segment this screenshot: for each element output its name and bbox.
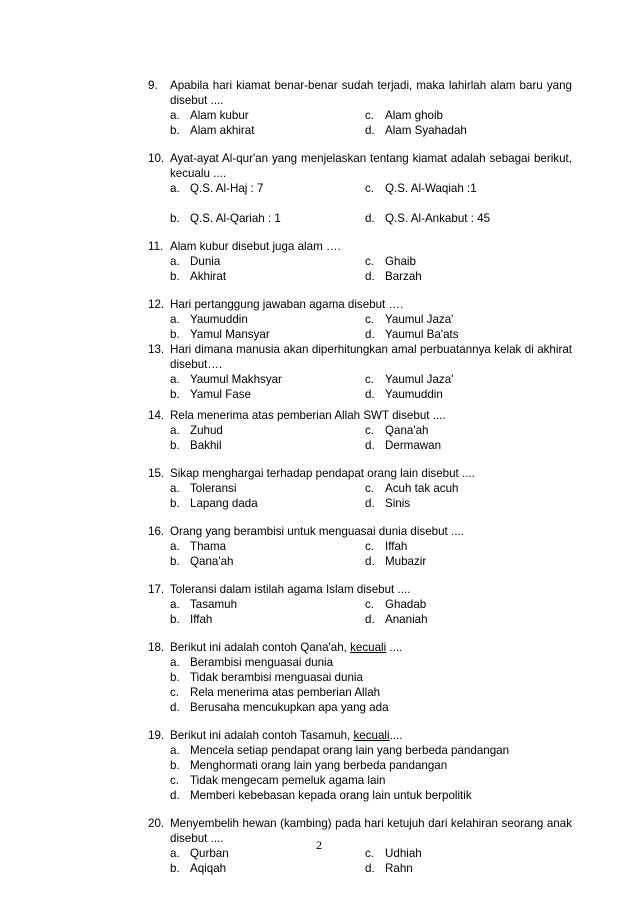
question-number: 18.: [148, 641, 165, 654]
question-number: 16.: [148, 525, 165, 538]
option-d: d. Mubazir: [365, 555, 427, 568]
question-list: [148, 78, 572, 889]
option-c: c. Qana'ah: [365, 424, 429, 437]
option-a: a. Dunia: [170, 255, 221, 268]
option-a: a. Thama: [170, 540, 227, 553]
option-d: d. Sinis: [365, 497, 411, 510]
option-c: c. Rela menerima atas pemberian Allah: [170, 686, 381, 699]
option-a: a. Toleransi: [170, 482, 237, 495]
option-d: d. Berusaha mencukupkan apa yang ada: [170, 701, 389, 714]
option-b: b. Alam akhirat: [170, 124, 255, 137]
option-b: b. Qana'ah: [170, 555, 234, 568]
question-number: 20.: [148, 817, 165, 830]
option-b: b. Aqiqah: [170, 862, 227, 875]
question-number: 12.: [148, 298, 165, 311]
option-a: a. Zuhud: [170, 424, 223, 437]
option-c: c. Iffah: [365, 540, 408, 553]
question-18: [148, 640, 572, 715]
option-c: c. Acuh tak acuh: [365, 482, 459, 495]
option-d: d. Ananiah: [365, 613, 428, 626]
option-b: b. Bakhil: [170, 439, 222, 452]
option-c: c. Tidak mengecam pemeluk agama lain: [170, 774, 386, 787]
question-number: 19.: [148, 729, 165, 742]
question-text: Berikut ini adalah contoh Tasamuh, kecuali....: [170, 729, 403, 742]
option-d: d. Alam Syahadah: [365, 124, 467, 137]
question-number: 14.: [148, 409, 165, 422]
option-d: d. Yaumul Ba'ats: [365, 328, 459, 341]
option-d: d. Dermawan: [365, 439, 442, 452]
option-a: a. Yaumuddin: [170, 313, 248, 326]
option-a: a. Mencela setiap pendapat orang lain yang berbeda pandangan: [170, 744, 510, 757]
question-text: Hari dimana manusia akan diperhitungkan amal perbuatannya kelak di akhirat disebut….: [170, 343, 572, 371]
question-16: [148, 524, 572, 569]
option-d: d. Yaumuddin: [365, 388, 443, 401]
underlined-word: kecuali: [350, 641, 387, 654]
page-number: 2: [316, 838, 322, 852]
question-text: Rela menerima atas pemberian Allah SWT disebut ....: [170, 409, 446, 422]
question-text: Toleransi dalam istilah agama Islam disebut ....: [170, 583, 411, 596]
option-a: a. Yaumul Makhsyar: [170, 373, 282, 386]
option-c: c. Ghaib: [365, 255, 416, 268]
option-d: d. Barzah: [365, 270, 422, 283]
question-number: 9.: [148, 79, 158, 92]
option-b: b. Akhirat: [170, 270, 227, 283]
option-a: a. Q.S. Al-Haj : 7: [170, 182, 264, 195]
question-number: 13.: [148, 343, 165, 356]
option-d: d. Rahn: [365, 862, 413, 875]
question-14: [148, 408, 572, 453]
option-b: b. Q.S. Al-Qariah : 1: [170, 212, 281, 225]
option-c: c. Yaumul Jaza': [365, 373, 454, 386]
option-a: a. Berambisi menguasai dunia: [170, 656, 334, 669]
question-13: [148, 342, 572, 402]
question-17: [148, 582, 572, 627]
option-c: c. Yaumul Jaza': [365, 313, 454, 326]
option-b: b. Lapang dada: [170, 497, 258, 510]
option-c: c. Udhiah: [365, 847, 422, 860]
option-b: b. Menghormati orang lain yang berbeda pandangan: [170, 759, 448, 772]
option-a: a. Alam kubur: [170, 109, 249, 122]
option-b: b. Tidak berambisi menguasai dunia: [170, 671, 363, 684]
option-b: b. Yamul Mansyar: [170, 328, 270, 341]
question-text: Orang yang berambisi untuk menguasai dunia disebut ....: [170, 525, 464, 538]
question-number: 15.: [148, 467, 165, 480]
question-10: [148, 151, 572, 226]
question-19: [148, 728, 572, 803]
option-b: b. Iffah: [170, 613, 213, 626]
option-c: c. Q.S. Al-Waqiah :1: [365, 182, 477, 195]
option-a: a. Qurban: [170, 847, 229, 860]
question-text: Hari pertanggung jawaban agama disebut ….: [170, 298, 404, 311]
question-15: [148, 466, 572, 511]
underlined-word: kecuali: [353, 729, 390, 742]
question-text: Berikut ini adalah contoh Qana'ah, kecuali ....: [170, 641, 403, 654]
question-number: 17.: [148, 583, 165, 596]
question-11: [148, 239, 572, 284]
option-d: d. Q.S. Al-Ankabut : 45: [365, 212, 491, 225]
option-b: b. Yamul Fase: [170, 388, 251, 401]
option-d: d. Memberi kebebasan kepada orang lain untuk berpolitik: [170, 789, 472, 802]
option-a: a. Tasamuh: [170, 598, 238, 611]
question-9: [148, 78, 572, 138]
question-text: Sikap menghargai terhadap pendapat orang lain disebut ....: [170, 467, 475, 480]
question-text: Menyembelih hewan (kambing) pada hari ketujuh dari kelahiran seorang anak disebut ....: [170, 817, 572, 845]
option-c: c. Alam ghoib: [365, 109, 444, 122]
option-c: c. Ghadab: [365, 598, 427, 611]
question-number: 10.: [148, 152, 165, 165]
question-text: Alam kubur disebut juga alam ….: [170, 240, 341, 253]
question-text: Apabila hari kiamat benar-benar sudah terjadi, maka lahirlah alam baru yang disebut ....: [170, 79, 572, 107]
question-text: Ayat-ayat Al-qur'an yang menjelaskan tentang kiamat adalah sebagai berikut, kecualu ....: [170, 152, 572, 180]
question-12: [148, 297, 572, 342]
question-number: 11.: [148, 240, 164, 253]
